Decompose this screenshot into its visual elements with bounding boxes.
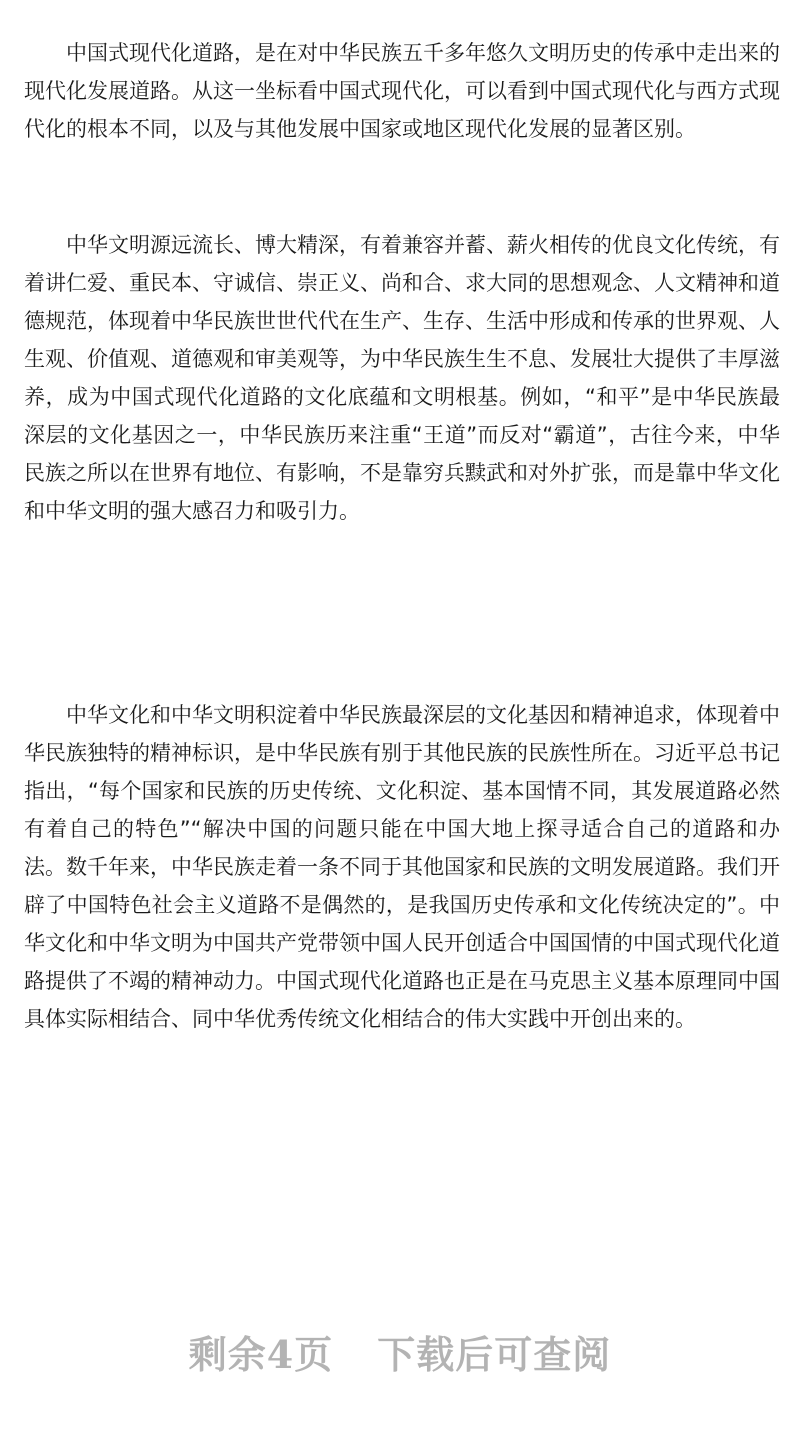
remaining-pages-label[interactable]: 剩余4页: [188, 1332, 334, 1377]
download-prompt[interactable]: [0, 1325, 800, 1385]
paragraph-1: 中国式现代化道路，是在对中华民族五千多年悠久文明历史的传承中走出来的现代化发展道路。从这一坐标看中国式现代化，可以看到中国式现代化与西方式现代化的根本不同，以及与其他发展中国家或地区现代化发展的显著区别。: [24, 41, 780, 141]
paragraph-3: 中华文化和中华文明积淀着中华民族最深层的文化基因和精神追求，体现着中华民族独特的精神标识，是中华民族有别于其他民族的民族性所在。习近平总书记指出，“每个国家和民族的历史传统、文化积淀、基本国情不同，其发展道路必然有着自己的特色”“解决中国的问题只能在中国大地上探寻适合自己的道路和办法。数千年来，中华民族走着一条不同于其他国家和民族的文明发展道路。我们开辟了中国特色社会主义道路不是偶然的，是我国历史传承和文化传统决定的”。中华文化和中华文明为中国共产党带领中国人民开创适合中国国情的中国式现代化道路提供了不竭的精神动力。中国式现代化道路也正是在马克思主义基本原理同中国具体实际相结合、同中华优秀传统文化相结合的伟大实践中开创出来的。: [24, 703, 780, 1031]
download-to-view-label[interactable]: 下载后可查阅: [377, 1332, 612, 1377]
paragraph-2: 中华文明源远流长、博大精深，有着兼容并蓄、薪火相传的优良文化传统，有着讲仁爱、重民本、守诚信、崇正义、尚和合、求大同的思想观念、人文精神和道德规范，体现着中华民族世世代代在生产、生存、生活中形成和传承的世界观、人生观、价值观、道德观和审美观等，为中华民族生生不息、发展壮大提供了丰厚滋养，成为中国式现代化道路的文化底蕴和文明根基。例如，“和平”是中华民族最深层的文化基因之一，中华民族历来注重“王道”而反对“霸道”，古往今来，中华民族之所以在世界有地位、有影响，不是靠穷兵黩武和对外扩张，而是靠中华文化和中华文明的强大感召力和吸引力。: [24, 233, 780, 523]
